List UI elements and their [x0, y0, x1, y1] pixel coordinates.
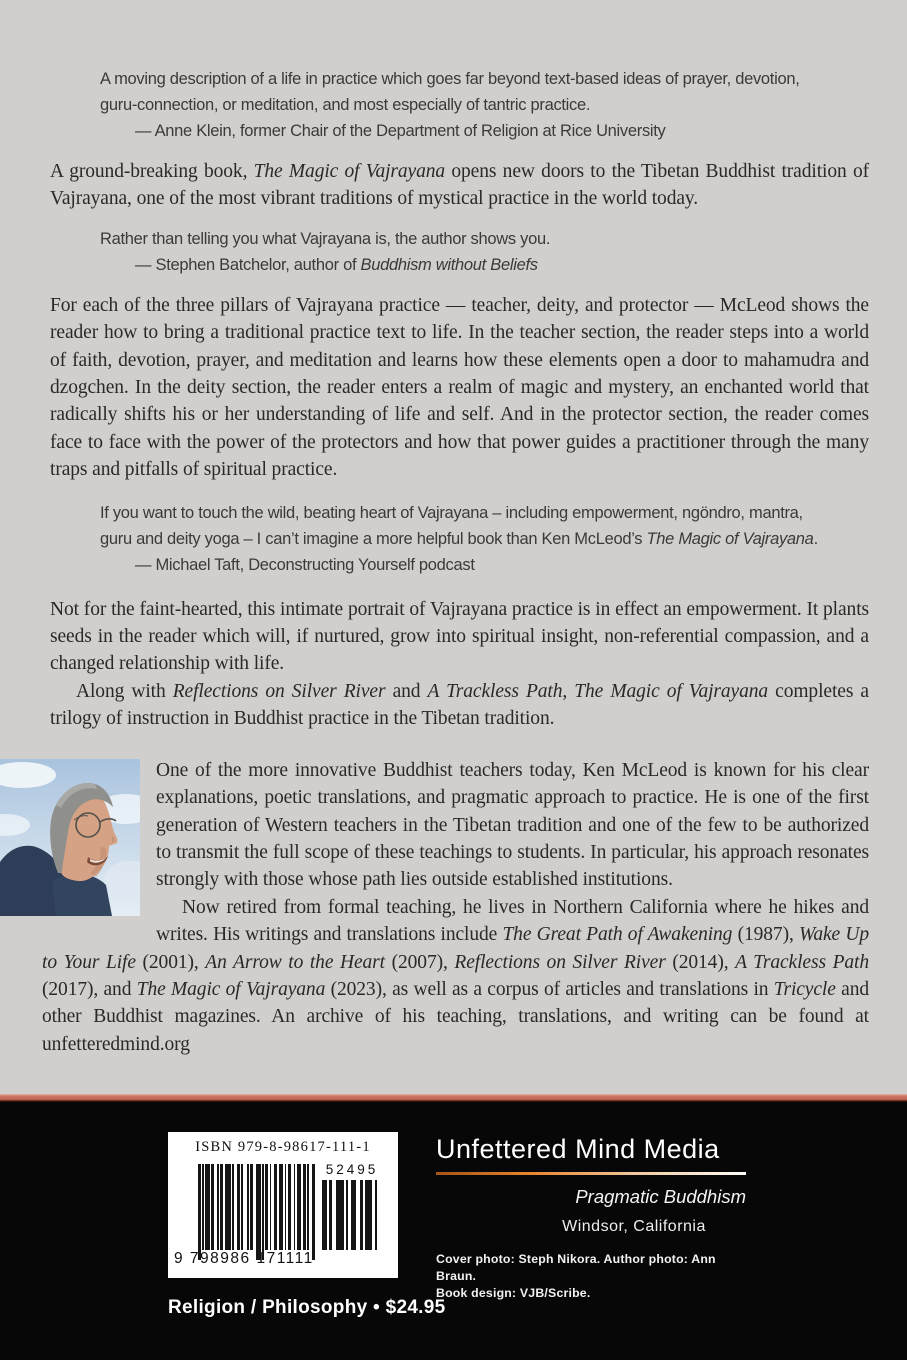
barcode-number: 9 798986 171111 — [174, 1250, 314, 1267]
quote-taft-attribution: — Michael Taft, Deconstructing Yourself podcast — [135, 555, 475, 574]
quote-taft — [100, 500, 869, 578]
barcode — [168, 1132, 398, 1278]
empowerment-paragraph: Not for the faint-hearted, this intimate portrait of Vajrayana practice is in effect an empowerment. It plants seeds in the reader which will, if nurtured, grow into spiritual insight, non-referential compassion, and a changed relationship with life. — [50, 598, 869, 675]
quote-klein-attribution: — Anne Klein, former Chair of the Department of Religion at Rice University — [135, 122, 666, 140]
closing-paragraphs — [50, 596, 869, 733]
trilogy-paragraph: Along with Reflections on Silver River and A Trackless Path, The Magic of Vajrayana completes a trilogy of instruction in Buddhist practice in the Tibetan tradition. — [50, 680, 869, 730]
publisher-section — [0, 1102, 907, 1360]
publisher-location: Windsor, California — [562, 1218, 706, 1235]
bio-paragraph-2: Now retired from formal teaching, he lives in Northern California where he hikes and writes. His writings and translations include The Great Path of Awakening (1987), Wake Up to Your Life (2001), An Arrow to the Heart (2007), Reflections on Silver River (2014), A Trackless Path (2017), and The Magic of Vajrayana (2023), as well as a corpus of articles and translations in Tricycle and other Buddhist magazines. An archive of his teaching, translations, and writing can be found at unfetteredmind.org — [42, 896, 869, 1055]
quote-batchelor-text: Rather than telling you what Vajrayana is, the author shows you. — [100, 229, 551, 248]
pillars-paragraph: For each of the three pillars of Vajrayana practice — teacher, deity, and protector — McLeod shows the reader how to bring a traditional practice text to life. In the teacher section, the reader steps into a world of faith, devotion, prayer, and meditation and learns how these elements open a door to mahamudra and dzogchen. In the deity section, the reader enters a realm of magic and mystery, an enchanted world that radically shifts his or her understanding of life and self. And in the protector section, the reader comes face to face with the power of the protectors and how that power guides a practitioner through the many traps and pitfalls of spiritual practice. — [50, 294, 869, 481]
bio-paragraph-1: One of the more innovative Buddhist teachers today, Ken McLeod is known for his clear explanations, poetic translations, and pragmatic approach to practice. He is one of the first generation of Western teachers in the Tibetan tradition and one of the few to be authorized to transmit the full scope of these teachings to students. In particular, his approach resonates strongly with those whose path lies outside established institutions. — [156, 759, 869, 891]
accent-separator — [0, 1094, 907, 1102]
author-photo — [0, 759, 140, 916]
publisher-name: Unfettered Mind Media — [436, 1134, 720, 1164]
barcode-addon-code: 52495 — [325, 1162, 379, 1177]
publisher-tagline: Pragmatic Buddhism — [575, 1186, 746, 1207]
quote-klein-text: A moving description of a life in practice which goes far beyond text-based ideas of prayer, devotion, guru-connection, or meditation, and most especially of tantric practice. — [100, 70, 800, 114]
category-price: Religion / Philosophy • $24.95 — [168, 1297, 446, 1318]
quote-batchelor — [100, 226, 869, 278]
credits-line-2: Book design: VJB/Scribe. — [436, 1286, 591, 1300]
publisher-credits — [436, 1251, 746, 1302]
publisher-block — [436, 1134, 746, 1302]
quote-taft-text: If you want to touch the wild, beating heart of Vajrayana – including empowerment, ngöndro, mantra, guru and deity yoga – I can’t imagine a more helpful book than Ken McLeod’s The Magic of Vajrayana. — [100, 503, 818, 548]
barcode-bars — [198, 1164, 316, 1250]
quote-klein — [100, 66, 869, 144]
credits-line-1: Cover photo: Steph Nikora. Author photo: Ann Braun. — [436, 1252, 716, 1283]
author-bio — [0, 757, 869, 1058]
intro-paragraph: A ground-breaking book, The Magic of Vajrayana opens new doors to the Tibetan Buddhist tradition of Vajrayana, one of the most vibrant traditions of mystical practice in the world today. — [50, 161, 869, 210]
isbn-label: ISBN 979-8-98617-111-1 — [195, 1139, 371, 1155]
publisher-rule — [436, 1172, 746, 1175]
barcode-addon-bars — [322, 1180, 382, 1250]
quote-batchelor-attribution: — Stephen Batchelor, author of Buddhism without Beliefs — [135, 255, 538, 274]
